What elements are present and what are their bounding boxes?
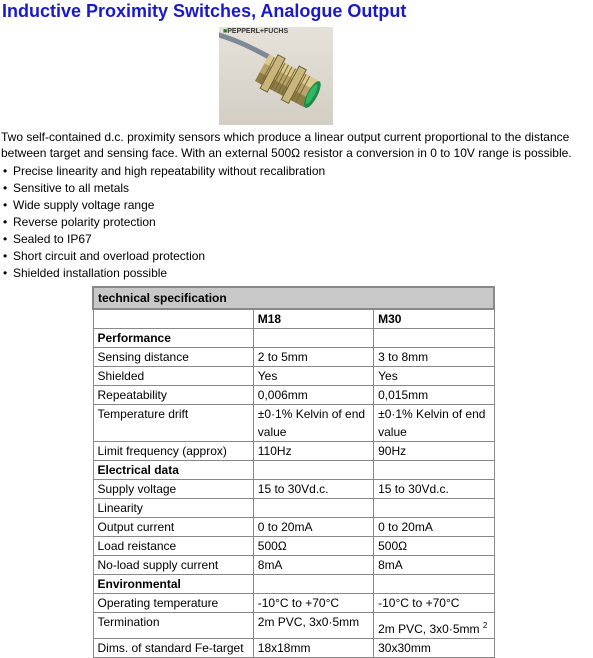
spec-label: Supply voltage bbox=[93, 480, 253, 499]
spec-empty-cell bbox=[374, 461, 494, 480]
feature-list bbox=[3, 163, 325, 282]
bullet-icon: • bbox=[3, 232, 8, 246]
spec-table bbox=[92, 286, 495, 658]
spec-value-m18: 0 to 20mA bbox=[253, 518, 373, 537]
feature-list-item bbox=[3, 231, 325, 248]
spec-empty-cell bbox=[374, 329, 494, 348]
bullet-icon: • bbox=[3, 164, 8, 178]
spec-value-m30: 30x30mm bbox=[374, 639, 494, 658]
spec-row bbox=[93, 594, 494, 613]
spec-label: Operating temperature bbox=[93, 594, 253, 613]
spec-row bbox=[93, 386, 494, 405]
feature-list-item bbox=[3, 248, 325, 265]
spec-row bbox=[93, 405, 494, 442]
spec-label: Shielded bbox=[93, 367, 253, 386]
bullet-icon: • bbox=[3, 215, 8, 229]
spec-label: Sensing distance bbox=[93, 348, 253, 367]
spec-value-m30: 8mA bbox=[374, 556, 494, 575]
spec-row bbox=[93, 556, 494, 575]
feature-text: Wide supply voltage range bbox=[13, 198, 155, 212]
spec-row bbox=[93, 480, 494, 499]
spec-label: No-load supply current bbox=[93, 556, 253, 575]
spec-label: Dims. of standard Fe-target bbox=[93, 639, 253, 658]
spec-section-row bbox=[93, 461, 494, 480]
spec-value-m30: 3 to 8mm bbox=[374, 348, 494, 367]
spec-value-m18: 2m PVC, 3x0·5mm bbox=[253, 613, 373, 639]
spec-row bbox=[93, 442, 494, 461]
spec-col-m18: M18 bbox=[253, 309, 373, 329]
spec-row bbox=[93, 499, 494, 518]
spec-row bbox=[93, 613, 494, 639]
spec-value-m18: 2 to 5mm bbox=[253, 348, 373, 367]
spec-label: Linearity bbox=[93, 499, 253, 518]
spec-col-label bbox=[93, 309, 253, 329]
spec-label: Load reistance bbox=[93, 537, 253, 556]
spec-row bbox=[93, 639, 494, 658]
spec-section-title: Environmental bbox=[93, 575, 253, 594]
spec-value-m30: 0 to 20mA bbox=[374, 518, 494, 537]
spec-label: Repeatability bbox=[93, 386, 253, 405]
feature-list-item bbox=[3, 214, 325, 231]
spec-value-m30: 0,015mm bbox=[374, 386, 494, 405]
feature-list-item bbox=[3, 163, 325, 180]
spec-label: Limit frequency (approx) bbox=[93, 442, 253, 461]
spec-section-title: Performance bbox=[93, 329, 253, 348]
spec-column-headers bbox=[93, 309, 494, 329]
spec-label: Termination bbox=[93, 613, 253, 639]
spec-value-m18: ±0·1% Kelvin of end value bbox=[253, 405, 373, 442]
feature-list-item bbox=[3, 265, 325, 282]
bullet-icon: • bbox=[3, 249, 8, 263]
spec-empty-cell bbox=[253, 575, 373, 594]
page-title: Inductive Proximity Switches, Analogue Output bbox=[2, 1, 407, 21]
spec-table-header bbox=[93, 287, 494, 309]
spec-section-row bbox=[93, 329, 494, 348]
spec-section-row bbox=[93, 575, 494, 594]
spec-value-m18: 0,006mm bbox=[253, 386, 373, 405]
spec-value-m30: 90Hz bbox=[374, 442, 494, 461]
brand-logo: ■PEPPERL+FUCHS bbox=[223, 28, 289, 35]
spec-value-m30: Yes bbox=[374, 367, 494, 386]
spec-value-m18 bbox=[253, 499, 373, 518]
spec-row bbox=[93, 367, 494, 386]
bullet-icon: • bbox=[3, 266, 8, 280]
spec-value-m30-text: 2m PVC, 3x0·5mm bbox=[378, 622, 480, 636]
intro-paragraph: Two self-contained d.c. proximity sensors which produce a linear output current proportional to the distance between target and sensing face. With an external 500Ω resistor a conversion in 0 to 10V range is possible. bbox=[1, 130, 572, 160]
spec-value-m30-superscript: 2 bbox=[482, 621, 488, 630]
spec-section-title: Electrical data bbox=[93, 461, 253, 480]
feature-text: Short circuit and overload protection bbox=[13, 249, 206, 263]
spec-col-m30: M30 bbox=[374, 309, 494, 329]
feature-list-item bbox=[3, 197, 325, 214]
spec-row bbox=[93, 348, 494, 367]
spec-row bbox=[93, 537, 494, 556]
spec-empty-cell bbox=[374, 575, 494, 594]
spec-empty-cell bbox=[253, 461, 373, 480]
feature-list-item bbox=[3, 180, 325, 197]
spec-value-m18: 15 to 30Vd.c. bbox=[253, 480, 373, 499]
spec-value-m30: 500Ω bbox=[374, 537, 494, 556]
spec-label: Output current bbox=[93, 518, 253, 537]
spec-table-title: technical specification bbox=[93, 287, 494, 309]
bullet-icon: • bbox=[3, 198, 8, 212]
spec-value-m30: ±0·1% Kelvin of end value bbox=[374, 405, 494, 442]
spec-value-m30 bbox=[374, 499, 494, 518]
spec-value-m18: -10°C to +70°C bbox=[253, 594, 373, 613]
product-photo bbox=[219, 27, 333, 125]
spec-value-m18: Yes bbox=[253, 367, 373, 386]
spec-label: Temperature drift bbox=[93, 405, 253, 442]
spec-value-m30 bbox=[374, 613, 494, 639]
spec-value-m18: 500Ω bbox=[253, 537, 373, 556]
feature-text: Shielded installation possible bbox=[13, 266, 168, 280]
spec-value-m30: -10°C to +70°C bbox=[374, 594, 494, 613]
bullet-icon: • bbox=[3, 181, 8, 195]
spec-value-m18: 8mA bbox=[253, 556, 373, 575]
feature-text: Reverse polarity protection bbox=[13, 215, 156, 229]
feature-text: Precise linearity and high repeatability without recalibration bbox=[13, 164, 326, 178]
spec-value-m18: 18x18mm bbox=[253, 639, 373, 658]
spec-value-m18: 110Hz bbox=[253, 442, 373, 461]
spec-row bbox=[93, 518, 494, 537]
feature-text: Sensitive to all metals bbox=[13, 181, 130, 195]
spec-value-m30: 15 to 30Vd.c. bbox=[374, 480, 494, 499]
feature-text: Sealed to IP67 bbox=[13, 232, 92, 246]
spec-empty-cell bbox=[253, 329, 373, 348]
